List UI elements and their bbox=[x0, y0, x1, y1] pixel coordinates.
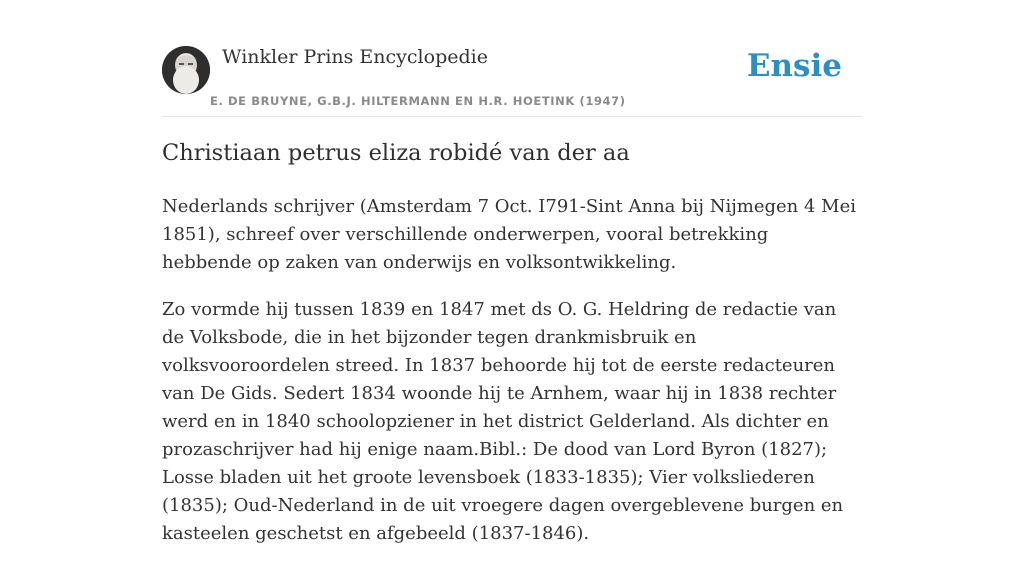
article-title: Christiaan petrus eliza robidé van der aa bbox=[162, 140, 630, 166]
article-paragraph: Zo vormde hij tussen 1839 en 1847 met ds O. G. Heldring de redactie van de Volksbode, die in het bijzonder tegen drankmisbruik en volksvooroordelen streed. In 1837 behoorde hij tot de eerste redacteuren van De Gids. Sedert 1834 woonde hij te Arnhem, waar hij in 1838 rechter werd en in 1840 schoolopziener in het district Gelderland. Als dichter en prozaschrijver had hij enige naam.Bibl.: De dood van Lord Byron (1827); Losse bladen uit het groote levensboek (1833-1835); Vier volksliederen (1835); Oud-Nederland in de uit vroegere dagen overgeblevene burgen en kasteelen geschetst en afgebeeld (1837-1846). bbox=[162, 299, 844, 544]
source-authors: E. DE BRUYNE, G.B.J. HILTERMANN EN H.R. HOETINK (1947) bbox=[210, 94, 626, 108]
article-paragraph: Nederlands schrijver (Amsterdam 7 Oct. I791-Sint Anna bij Nijmegen 4 Mei 1851), schreef over verschillende onderwerpen, vooral betrekking hebbende op zaken van onderwijs en volksontwikkeling. bbox=[162, 196, 857, 273]
bearded-man-portrait-icon[interactable] bbox=[162, 46, 210, 94]
source-header bbox=[162, 40, 862, 117]
article-body bbox=[162, 193, 862, 567]
source-title[interactable]: Winkler Prins Encyclopedie bbox=[222, 46, 488, 68]
ensie-logo[interactable]: Ensie bbox=[746, 48, 842, 84]
